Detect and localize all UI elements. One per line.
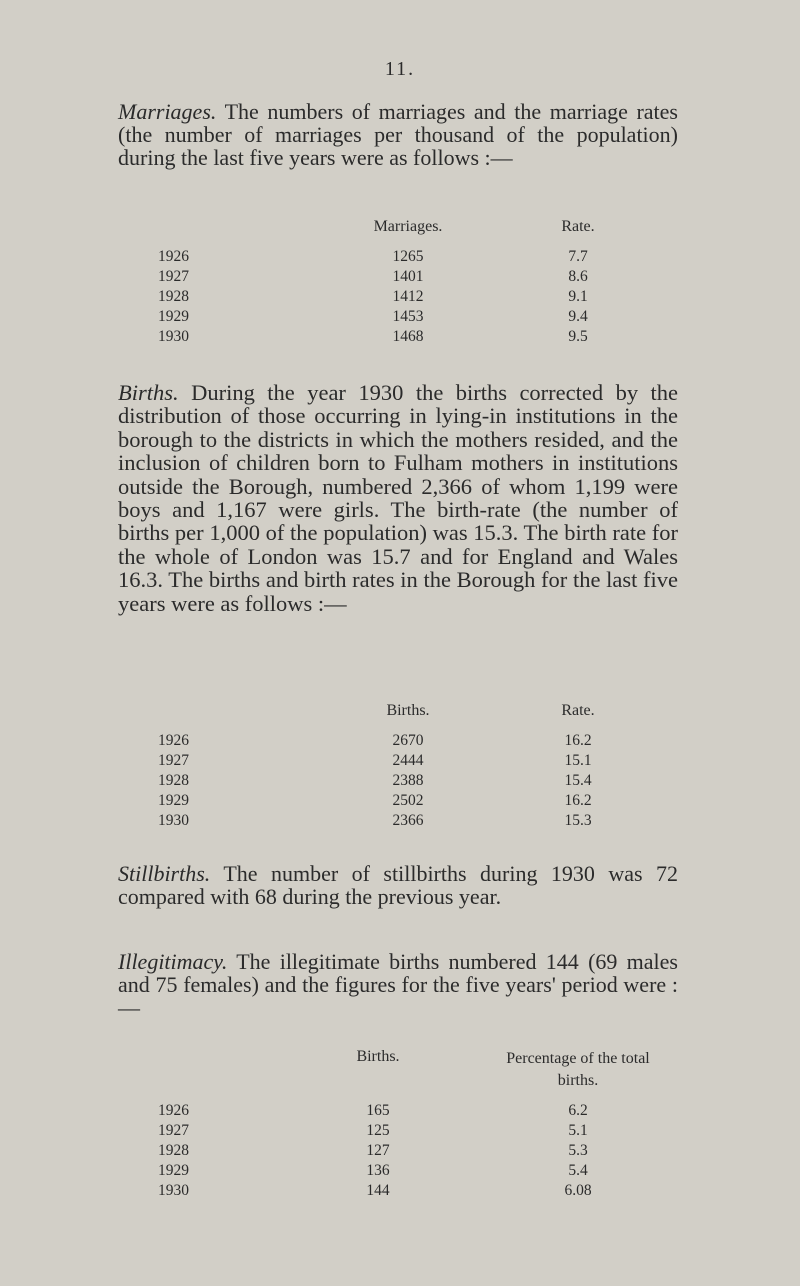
year-cell: 1929	[158, 308, 189, 325]
count-cell: 1468	[392, 328, 424, 345]
table-row	[118, 812, 678, 832]
rate-cell: 16.2	[564, 792, 592, 809]
count-cell: 2366	[392, 812, 424, 829]
year-cell: 1930	[158, 1182, 189, 1199]
stillbirths-paragraph	[118, 862, 678, 908]
table-row	[118, 732, 678, 752]
table-row	[118, 288, 678, 308]
table-header	[118, 218, 678, 238]
rate-cell: 8.6	[568, 268, 588, 285]
page-number: 11.	[384, 58, 416, 80]
percentage-cell: 6.2	[568, 1102, 588, 1119]
year-cell: 1930	[158, 328, 189, 345]
year-cell: 1927	[158, 752, 189, 769]
marriages-heading: Marriages.	[118, 99, 217, 124]
count-cell: 125	[366, 1122, 390, 1139]
count-cell: 127	[366, 1142, 390, 1159]
percentage-cell: 6.08	[564, 1182, 592, 1199]
rate-cell: 15.4	[564, 772, 592, 789]
rate-cell: 7.7	[568, 248, 588, 265]
year-cell: 1926	[158, 732, 189, 749]
births-text: During the year 1930 the births corrected by the distribution of those occurring in lying-in institutions in the borough to the districts in which the mothers resided, and the inclusion of children born to Fulham mothers in institutions outside the Borough, numbered 2,366 of whom 1,199 were boys and 1,167 were girls. The birth-rate (the number of births per 1,000 of the population) was 15.3. The birth rate for the whole of London was 15.7 and for England and Wales 16.3. The births and birth rates in the Borough for the last five years were as follows :—	[118, 380, 679, 616]
rate-cell: 15.1	[564, 752, 592, 769]
table-row	[118, 1182, 678, 1202]
year-cell: 1928	[158, 1142, 189, 1159]
count-cell: 1265	[392, 248, 424, 265]
births-heading: Births.	[118, 380, 179, 405]
illegitimacy-heading: Illegitimacy.	[118, 949, 228, 974]
table-row	[118, 752, 678, 772]
column-header: Rate.	[561, 702, 595, 719]
table-row	[118, 268, 678, 288]
count-cell: 136	[366, 1162, 390, 1179]
year-cell: 1928	[158, 288, 189, 305]
count-cell: 2670	[392, 732, 424, 749]
count-cell: 1453	[392, 308, 424, 325]
table-row	[118, 248, 678, 268]
percentage-cell: 5.3	[568, 1142, 588, 1159]
stillbirths-heading: Stillbirths.	[118, 861, 211, 886]
year-cell: 1928	[158, 772, 189, 789]
marriages-text: The numbers of marriages and the marriage rates (the number of marriages per thousand of the population) during the last five years were as follows :—	[118, 99, 678, 170]
table-row	[118, 308, 678, 328]
count-cell: 2444	[392, 752, 424, 769]
rate-cell: 9.5	[568, 328, 588, 345]
rate-cell: 16.2	[564, 732, 592, 749]
year-cell: 1926	[158, 248, 189, 265]
year-cell: 1929	[158, 1162, 189, 1179]
year-cell: 1927	[158, 268, 189, 285]
count-cell: 165	[366, 1102, 390, 1119]
illegitimacy-paragraph	[118, 950, 678, 1019]
table-row	[118, 1122, 678, 1142]
table-header	[118, 1048, 678, 1092]
marriages-paragraph	[118, 100, 678, 169]
table-row	[118, 792, 678, 812]
column-header: Births.	[386, 702, 430, 719]
count-cell: 1412	[392, 288, 424, 305]
count-cell: 2388	[392, 772, 424, 789]
table-row	[118, 1102, 678, 1122]
year-cell: 1930	[158, 812, 189, 829]
year-cell: 1929	[158, 792, 189, 809]
rate-cell: 9.1	[568, 288, 588, 305]
year-cell: 1926	[158, 1102, 189, 1119]
column-header: Rate.	[561, 218, 595, 235]
count-cell: 2502	[392, 792, 424, 809]
births-paragraph	[118, 381, 678, 615]
column-header: Births.	[356, 1048, 400, 1065]
column-header: Percentage of the total births.	[506, 1050, 650, 1089]
percentage-cell: 5.4	[568, 1162, 588, 1179]
rate-cell: 15.3	[564, 812, 592, 829]
illegitimacy-text: The illegitimate births numbered 144 (69 males and 75 females) and the figures for the five years' period were :—	[118, 949, 678, 1020]
percentage-cell: 5.1	[568, 1122, 588, 1139]
rate-cell: 9.4	[568, 308, 588, 325]
table-row	[118, 772, 678, 792]
year-cell: 1927	[158, 1122, 189, 1139]
count-cell: 144	[366, 1182, 390, 1199]
table-row	[118, 328, 678, 348]
table-row	[118, 1162, 678, 1182]
count-cell: 1401	[392, 268, 424, 285]
table-header	[118, 702, 678, 722]
column-header: Marriages.	[373, 218, 443, 235]
stillbirths-text: The number of stillbirths during 1930 was 72 compared with 68 during the previous year.	[118, 861, 678, 909]
table-row	[118, 1142, 678, 1162]
